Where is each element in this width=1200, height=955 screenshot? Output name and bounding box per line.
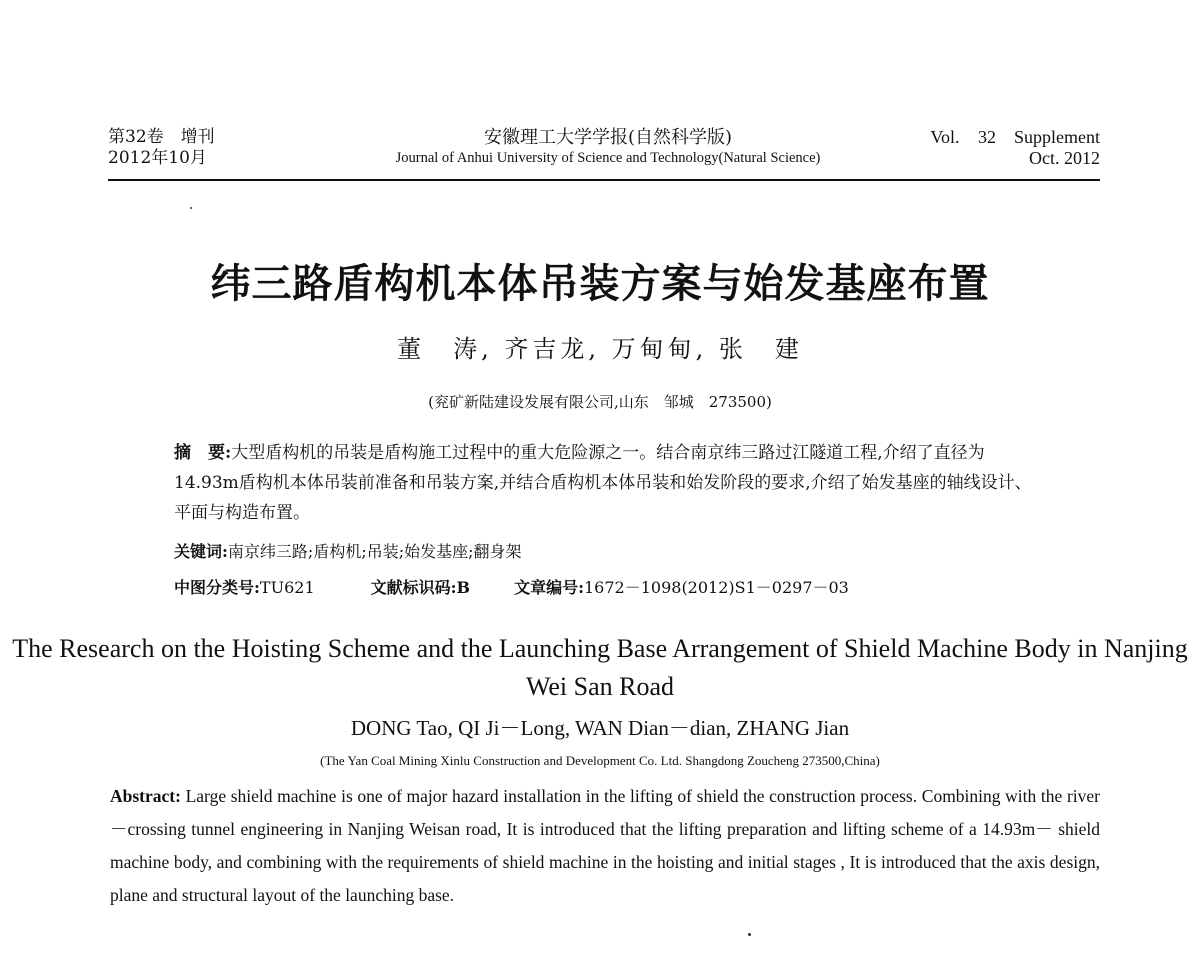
- abstract-en-label: Abstract:: [110, 786, 181, 806]
- abstract-cn-text: 大型盾构机的吊装是盾构施工过程中的重大危险源之一。结合南京纬三路过江隧道工程,介绍了直径为14.93m盾构机本体吊装前准备和吊装方案,并结合盾构机本体吊装和始发阶段的要求,介绍了始发基座的轴线设计、平面与构造布置。: [174, 443, 1032, 523]
- scan-speck: [748, 933, 751, 936]
- journal-name-cn: 安徽理工大学学报(自然科学版): [483, 127, 733, 148]
- header-issue-cn: [108, 127, 215, 169]
- keywords-label: 关键词:: [174, 542, 228, 561]
- classification-line: [174, 575, 1034, 601]
- title-en: The Research on the Hoisting Scheme and the Launching Base Arrangement of Shield Machine Body in Nanjing Wei San Road: [12, 634, 1188, 701]
- header-volume-cn: 第32卷 增刊: [108, 127, 215, 147]
- header-volume-en: Vol. 32 Supplement: [930, 127, 1100, 147]
- abstract-cn: [174, 438, 1034, 528]
- keywords-cn: [174, 539, 1034, 565]
- doc-code-label: 文献标识码:: [370, 578, 457, 597]
- scan-speck: [190, 207, 192, 209]
- running-header: [108, 123, 1100, 181]
- doc-code-field: [371, 575, 470, 601]
- abstract-cn-label: 摘 要:: [174, 443, 232, 463]
- article-no-value: 1672－1098(2012)S1－0297－03: [584, 578, 849, 597]
- abstract-en-text: Large shield machine is one of major hazard installation in the lifting of shield the construction process. Combining with the river－crossing tunnel engineering in Nanjing Weisan road, It is introduced that the lifting preparation and lifting scheme of a 14.93m－ shield machine body, and combining with the requirements of shield machine in the hoisting and initial stages , It is introduced that the axis design, plane and structural layout of the launching base.: [110, 786, 1100, 905]
- clc-label: 中图分类号:: [174, 578, 260, 597]
- header-date-cn: 2012年10月: [108, 148, 207, 168]
- affiliation-en: (The Yan Coal Mining Xinlu Construction and Development Co. Ltd. Shangdong Zoucheng 273500,China): [320, 753, 880, 768]
- authors-en: DONG Tao, QI Ji－Long, WAN Dian－dian, ZHANG Jian: [350, 716, 850, 740]
- header-date-en: Oct. 2012: [1029, 148, 1100, 168]
- doc-code-value: B: [456, 578, 471, 597]
- authors-cn: 董 涛, 齐吉龙, 万甸甸, 张 建: [397, 335, 803, 363]
- header-rule: [108, 179, 1100, 181]
- article-no-label: 文章编号:: [514, 578, 584, 597]
- clc-value: TU621: [259, 578, 315, 597]
- header-journal: [338, 127, 878, 168]
- abstract-en: [110, 780, 1100, 912]
- article-no-field: [514, 575, 849, 601]
- title-cn: 纬三路盾构机本体吊装方案与始发基座布置: [210, 260, 990, 307]
- affiliation-cn: (兖矿新陆建设发展有限公司,山东 邹城 273500): [428, 393, 772, 411]
- header-issue-en: [930, 127, 1100, 169]
- keywords-text: 南京纬三路;盾构机;吊装;始发基座;翻身架: [227, 542, 522, 561]
- clc-field: [174, 575, 315, 601]
- journal-name-en: Journal of Anhui University of Science and Technology(Natural Science): [395, 150, 821, 166]
